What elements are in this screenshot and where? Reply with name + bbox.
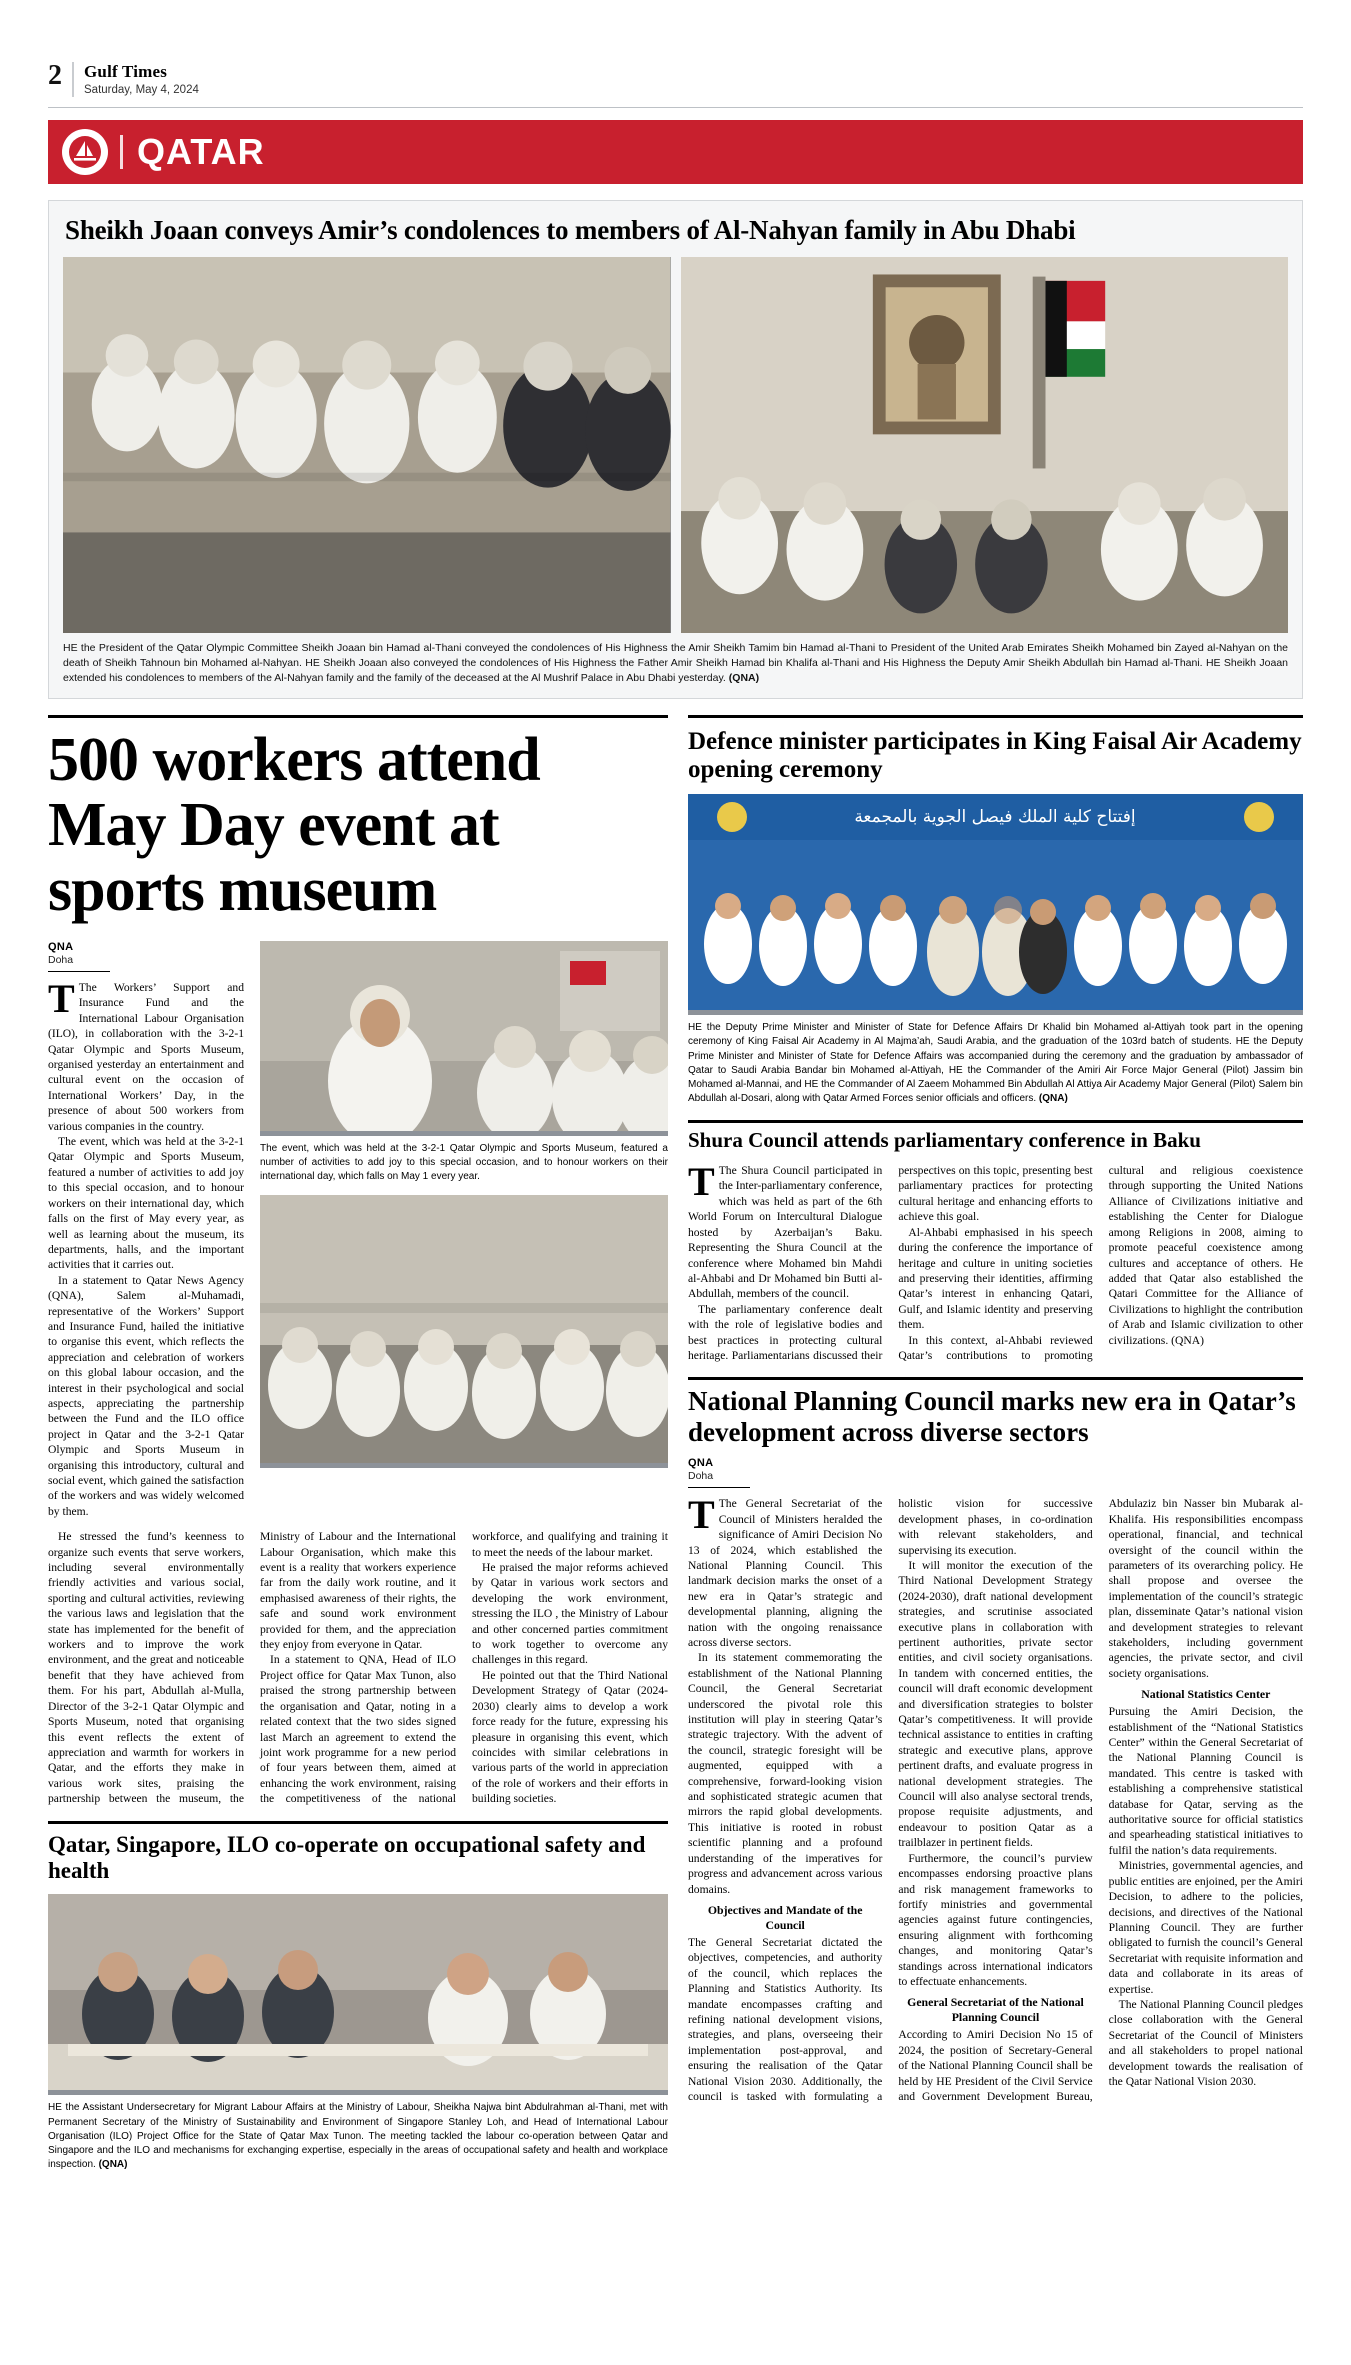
page-folio: 2 bbox=[48, 60, 62, 91]
main-paragraph bbox=[48, 976, 244, 1134]
lead-photo-row bbox=[63, 257, 1288, 633]
defence-banner-arabic: إفتتاح كلية الملك فيصل الجوية بالمجمعة bbox=[854, 807, 1136, 828]
ilo-caption-credit: (QNA) bbox=[98, 2159, 128, 2171]
section-title: QATAR bbox=[137, 130, 265, 172]
npc-rule bbox=[688, 1377, 1303, 1380]
ilo-story bbox=[48, 1821, 668, 2173]
main-region bbox=[48, 715, 1303, 2173]
npc-byline-city: Doha bbox=[688, 1470, 714, 1483]
gulf-times-sailboat-logo-icon bbox=[62, 129, 108, 175]
shura-rule bbox=[688, 1120, 1303, 1123]
npc-paragraph: In its statement commemorating the establishment of the National Planning Council, the General Secretariat underscored the pivotal role this institution will play in steering Qatar’s strategic trajectory. With the advent of the council, strategic foresight will be augmented, equipped with a comprehensive, forward-looking vision and sophisticated strategic acumen that mirrors the rapid global developments. This initiative is rooted in robust scientific planning and a profound understanding of the imperatives for progress and advancement across various domains. bbox=[688, 1651, 883, 1896]
defence-photo bbox=[688, 794, 1303, 1015]
ilo-caption-text: HE the Assistant Undersecretary for Migrant Labour Affairs at the Ministry of Labour, Sheikha Najwa bint Abdulrahman al-Thani, met with Permanent Secretary of the Ministry of Sustainability and Environment of Singapore Stanley Loh, and Head of International Labour Organisation (ILO) Project Office for the State of Qatar Max Tunon. The meeting tackled the labour co-operation between Qatar and Singapore and the ILO and mechanisms for exchanging expertise, especially in the areas of occupational safety and health and workplace inspection. bbox=[48, 2102, 668, 2171]
main-paragraph: He stressed the fund’s keenness to organize such events that serve workers, including several environmentally friendly activities and various social, sporting and cultural activities, reviewing the various laws and legislation that the state has implemented for the benefit of workers and to improve the work environment, and the great and noticeable benefit that they have achieved from them. For his part, Abdullah al-Mulla, Director of the 3-2-1 Qatar Olympic and Sports Museum, noted that organising this event reflects the extent of appreciation and warmth for workers in Qatar, and the efforts they make in various work sites, praising the partnership between the museum, the Ministry of Labour and the International Labour Organisation, which make this event is a reality that workers experience far from the daily work routine, and it emphasised awareness of their rights, the safe and sound work environment provided for them, and the appreciation they enjoy from everyone in Qatar. bbox=[48, 1530, 456, 1806]
byline-rule bbox=[48, 971, 110, 972]
shura-story bbox=[688, 1129, 1303, 1363]
lead-photo-right bbox=[681, 257, 1289, 633]
right-column bbox=[688, 715, 1303, 2173]
masthead-divider bbox=[72, 62, 74, 97]
dropcap: T bbox=[688, 1159, 715, 1205]
lead-headline: Sheikh Joaan conveys Amir’s condolences to members of Al-Nahyan family in Abu Dhabi bbox=[65, 214, 1076, 245]
npc-paragraph bbox=[688, 1492, 883, 1650]
main-paragraph: In a statement to Qatar News Agency (QNA), Salem al-Muhamadi, representative of the Workers’ Support and Insurance Fund, hailed the initiative to organise this event, which reflects the appreciation and celebration of workers on this global labour occasion, and the interest in their psychological and social aspects, appreciating the partnership between the Fund and the ILO office project in Qatar and the 3-2-1 Qatar Olympic and Sports Museum in organising this introductory, cultural and social event, which gained the satisfaction of the workers and was widely welcomed by them. bbox=[48, 1273, 244, 1518]
npc-subhead: Objectives and Mandate of the Council bbox=[707, 1902, 863, 1932]
npc-paragraph: It will monitor the execution of the Third National Development Strategy (2024-2030), draft national development strategies, and scrutinise associated executive plans in collaboration with pertinent authorities, private sector entities, and civil society organisations. In tandem with concerned entities, the council will draft economic development and diversification strategies to bolster Qatar’s competitiveness. It will provide technical assistance to entities in crafting strategic and executive plans, approve pertinent drafts, and evaluate progress in national development strategies. The Council will also analyse sectoral trends, propose requisite adjustments, and endeavour to position Qatar as a trailblazer in pertinent fields. bbox=[898, 1558, 1093, 1850]
npc-paragraph: Furthermore, the council’s purview encompasses endorsing proactive plans and risk management frameworks to fortify ministries and governmental agencies against future contingencies, ensuring alignment with forthcoming changes, and monitoring Qatar’s standings across international indicators to effectuate enhancements. bbox=[898, 1851, 1093, 1988]
defence-caption bbox=[688, 1021, 1303, 1106]
ilo-caption bbox=[48, 2101, 668, 2172]
npc-byline-rule bbox=[688, 1487, 750, 1488]
main-paragraph: He pointed out that the Third National Development Strategy of Qatar (2024-2030) clearly aims to develop a work force ready for the future, expressing his pleasure in organising this event, which coincides with similar celebrations in various parts of the world in appreciation of the role of workers and their efforts in building societies. bbox=[472, 1668, 668, 1806]
main-story-media-col bbox=[260, 941, 668, 1519]
lead-caption-credit: (QNA) bbox=[728, 671, 760, 684]
npc-paragraph: Ministries, governmental agencies, and public entities are enjoined, per the Amiri Decision, to adhere to the policies, decisions, and directives of the National Planning Council. They are further obligated to furnish the council’s General Secretariat with requisite information and data and collaborate in its areas of expertise. bbox=[1108, 1859, 1303, 1996]
masthead bbox=[48, 0, 1303, 103]
banner-separator bbox=[120, 135, 123, 169]
main-headline: 500 workers attend May Day event at sports museum bbox=[48, 725, 540, 924]
main-paragraph-text: The Workers’ Support and Insurance Fund and the International Labour Organisation (ILO), in collaboration with the 3-2-1 Qatar Olympic and Sports Museum, organised yesterday an entertainment and cultural event on the occasion of International Workers’ Day, in the presence of about 500 workers from various companies in the country. bbox=[48, 981, 244, 1133]
npc-paragraph: According to Amiri Decision No 15 of 2024, the position of Secretary-General of the National Planning Council shall be held by HE President of the Civil Service and Government Development Bureau, Abdulaziz bin Nasser bin Mubarak al-Khalifa. His responsibilities encompass operational, financial, and technical oversight of the council within the parameters of its overarching policy. He shall propose and oversee the implementation of the council’s strategic plan, disseminate Qatar’s national vision and development strategies to relevant stakeholders, including government agencies, the private sector, and civil society organisations. bbox=[898, 1497, 1303, 2103]
lead-story bbox=[48, 200, 1303, 699]
npc-paragraph: The National Planning Council pledges close collaboration with the General Secretariat of the Council of Ministers and all stakeholders to propel national development towards the realisation of the Qatar National Vision 2030. bbox=[1108, 1997, 1303, 2088]
main-photo-group bbox=[260, 1195, 668, 1468]
npc-paragraph-text: The General Secretariat of the Council of Ministers heralded the significance of Amiri Decision No 13 of 2024, which established the National Planning Council. This landmark decision marks the onset of a new era in Qatar’s strategic and developmental planning, aligning the nation with the ongoing renaissance across diverse sectors. bbox=[688, 1497, 883, 1649]
main-story-top bbox=[48, 941, 668, 1519]
dropcap: T bbox=[688, 1492, 715, 1538]
npc-byline-agency: QNA bbox=[688, 1457, 714, 1470]
publication-date: Saturday, May 4, 2024 bbox=[84, 83, 199, 96]
npc-subhead: General Secretariat of the National Planning Council bbox=[907, 1995, 1084, 2025]
main-photo1-caption: The event, which was held at the 3-2-1 Qatar Olympic and Sports Museum, featured a number of activities to add joy to this special occasion, and to honour workers on their international day, which falls on May 1 every year. bbox=[260, 1143, 668, 1183]
section-banner bbox=[48, 120, 1303, 184]
left-column-rule bbox=[48, 715, 668, 718]
shura-paragraph-text: The Shura Council participated in the Inter-parliamentary conference, which was held as part of the 6th World Forum on Intercultural Dialogue hosted by Azerbaijan’s Baku. Representing the Shura Council at the conference where Mohamed bin Mahdi al-Ahbabi and Dr Mohamed bin Butti al-Abdullah, members of the council. bbox=[688, 1164, 883, 1301]
main-byline-city: Doha bbox=[48, 954, 74, 966]
shura-paragraph: In this context, al-Ahbabi reviewed Qatar’s contributions to promoting cultural and religious coexistence through supporting the United Nations Alliance of Civilizations initiative and establishing the Center for Dialogue among Religions in 2008, aiming to promote peaceful coexistence among cultures and acceptance of others. He added that Qatar also established the Qatari Committee for the Alliance of Civilizations to highlight the contribution of Arab and Islamic civilization to other civilizations. (QNA) bbox=[898, 1164, 1303, 1362]
defence-caption-credit: (QNA) bbox=[1038, 1093, 1068, 1105]
defence-caption-text: HE the Deputy Prime Minister and Minister of State for Defence Affairs Dr Khalid bin Mohamed al-Attiyah took part in the opening ceremony of King Faisal Air Academy in Al Majma’ah, Saudi Arabia, and the graduation of the 103rd batch of students. HE the Deputy Prime Minister and Minister of State for Defence Affairs was accompanied during the ceremony and the graduation by ambassador of Qatar to Saudi Arabia Bandar bin Mohamed al-Attiyah, HE the Commander of the Amiri Air Force Major General (Pilot) Jassim bin Mohamed al-Mannai, and HE the Commander of Al Zaeem Mohammed Bin Abdullah Al Attiya Air Academy Major General (Pilot) Salem bin Abdullah al-Dosari, along with Qatar Armed Forces senior officials and officers. bbox=[688, 1022, 1303, 1105]
shura-paragraph bbox=[688, 1159, 883, 1302]
lead-photo-left bbox=[63, 257, 671, 633]
defence-headline: Defence minister participates in King Faisal Air Academy opening ceremony bbox=[688, 727, 1302, 783]
npc-paragraph: Pursuing the Amiri Decision, the establishment of the “National Statistics Center” within the General Secretariat of the National Planning Council is mandated. This centre is tasked with establishing a comprehensive statistical database for Qatar, serving as the authoritative source for official statistics and spearheading statistical initiatives to fulfil the nation’s data requirements. bbox=[1108, 1705, 1303, 1857]
npc-body bbox=[688, 1492, 1303, 2104]
main-photo-speaker bbox=[260, 941, 668, 1136]
lead-caption bbox=[63, 641, 1288, 686]
right-column-rule bbox=[688, 715, 1303, 718]
shura-paragraph: The parliamentary conference dealt with the role of legislative bodies and best practices in protecting cultural heritage. Parliamentarians discussed their perspectives on this topic, presenting best parliamentary practices for protecting cultural heritage and enhancing efforts to achieve this goal. bbox=[688, 1164, 1093, 1362]
npc-story bbox=[688, 1386, 1303, 2104]
main-byline-agency: QNA bbox=[48, 941, 74, 953]
shura-body bbox=[688, 1159, 1303, 1363]
lead-caption-text: HE the President of the Qatar Olympic Committee Sheikh Joaan bin Hamad al-Thani conveyed the condolences of His Highness the Amir Sheikh Tamim bin Hamad al-Thani to President of the United Arab Emirates Sheikh Mohamed bin Zayed al-Nahyan on the death of Sheikh Tahnoun bin Mohamed al-Nahyan. HE Sheikh Joaan also conveyed the condolences of His Highness the Father Amir Sheikh Hamad bin Khalifa al-Thani and His Highness the Deputy Amir Sheikh Abdullah bin Hamad al-Thani. HE Sheikh Joaan extended his condolences to members of the Al-Nahyan family and the family of the deceased at the Al Mushrif Palace in Abu Dhabi yesterday. bbox=[63, 642, 1288, 684]
main-paragraph: The event, which was held at the 3-2-1 Qatar Olympic and Sports Museum, featured a number of activities to add joy to this special occasion, and to honour workers on their international day, which falls on the first of May every year, as well as learning about the museum, its departments, halls, and the important activities that it carries out. bbox=[48, 1135, 244, 1272]
npc-subhead: National Statistics Center bbox=[1141, 1687, 1271, 1702]
ilo-photo bbox=[48, 1894, 668, 2095]
publication-title: Gulf Times bbox=[84, 62, 168, 81]
dropcap: T bbox=[48, 976, 75, 1021]
npc-paragraph: The General Secretariat dictated the objectives, competencies, and authority of the council, which replaces the Planning and Statistics Authority. Its mandate encompasses crafting and refining national development visions, strategies, and plans, overseeing their implementation post-approval, and ensuring the realisation of the Qatar National Vision 2030. Additionally, the council is tasked with formulating a holistic vision for successive development phases, in co-ordination with relevant stakeholders, and supervising its execution. bbox=[688, 1497, 1093, 2103]
ilo-headline: Qatar, Singapore, ILO co-operate on occupational safety and health bbox=[48, 1831, 646, 1883]
main-story-continued bbox=[48, 1529, 668, 1806]
npc-headline: National Planning Council marks new era in Qatar’s development across diverse sectors bbox=[688, 1386, 1296, 1447]
masthead-rule bbox=[48, 107, 1303, 108]
main-story-text-col bbox=[48, 941, 244, 1519]
main-paragraph: In a statement to QNA, Head of ILO Project office for Qatar Max Tunon, also praised the strong partnership between the organisation and Qatar, noting in a related context that the two sides signed last March an agreement to extend the joint work programme for a new period of four years between them, aimed at enhancing the work environment, raising the competitiveness of the national workforce, and qualifying and training it to meet the needs of the labour market. bbox=[260, 1530, 668, 1806]
defence-story bbox=[688, 728, 1303, 1107]
left-column bbox=[48, 715, 668, 2173]
shura-paragraph: Al-Ahbabi emphasised in his speech during the conference the importance of heritage and culture in uniting societies and preserving their identities, affirming Qatar’s interest in enhancing Qatari, Gulf, and Islamic identity and preserving them. bbox=[898, 1225, 1093, 1332]
main-paragraph: He praised the major reforms achieved by Qatar in various work sectors and developing the work environment, stressing the ILO , the Ministry of Labour and other concerned parties commitment to work together to overcome any challenges in this regard. bbox=[472, 1561, 668, 1667]
shura-headline: Shura Council attends parliamentary conference in Baku bbox=[688, 1128, 1201, 1153]
